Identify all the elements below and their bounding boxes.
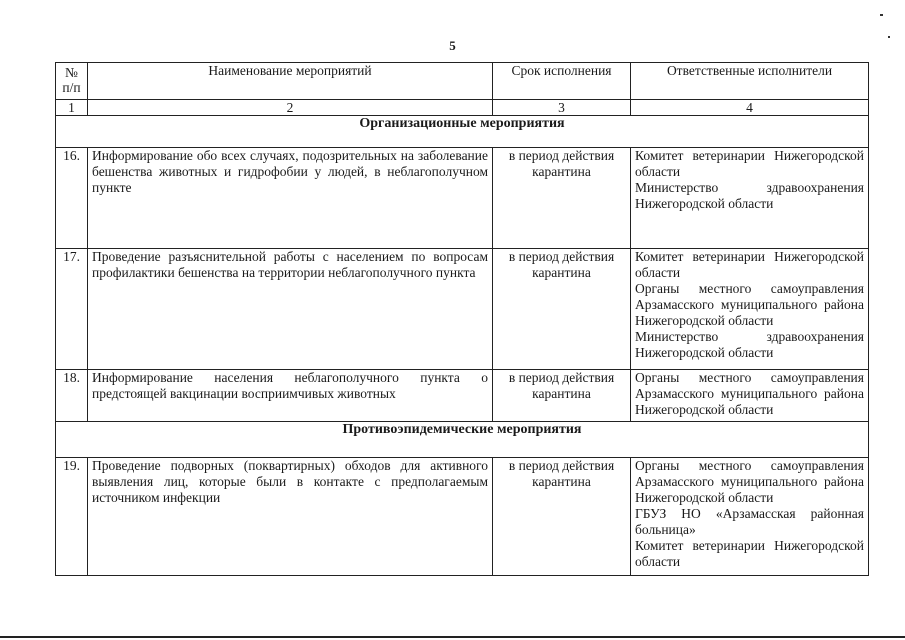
section-row-antiepidemic [56,422,869,458]
column-number-row [56,100,869,116]
responsible-entry: Органы местного самоуправления Арзамасского муниципального района Нижегородской области [635,281,864,328]
responsible-entry: Министерство здравоохранения Нижегородской области [635,329,864,360]
responsible-cell [631,249,869,370]
scan-speck [880,14,883,16]
responsible-entry: Комитет ветеринарии Нижегородской области [635,538,864,569]
scan-speck [888,36,890,38]
responsible-entry: ГБУЗ НО «Арзамасская районная больница» [635,506,864,537]
table-header-row [56,63,869,100]
header-name: Наименование мероприятий [88,63,493,100]
responsible-entry: Комитет ветеринарии Нижегородской области [635,148,864,179]
header-term: Срок исполнения [493,63,631,100]
table-row [56,249,869,370]
section-title: Организационные мероприятия [56,116,869,148]
measure-term: в период действия карантина [493,370,631,422]
measure-name: Информирование обо всех случаях, подозрительных на заболевание бешенства животных и гидрофобии у людей, в неблагополучном пункте [88,148,493,249]
header-no: № п/п [56,63,88,100]
table-row [56,458,869,576]
measure-name: Информирование населения неблагополучного пункта о предстоящей вакцинации восприимчивых животных [88,370,493,422]
row-number: 18. [56,370,88,422]
measure-name: Проведение разъяснительной работы с населением по вопросам профилактики бешенства на территории неблагополучного пункта [88,249,493,370]
page-number: 5 [449,38,456,53]
measures-table [55,62,869,576]
table-row [56,148,869,249]
column-number: 2 [88,100,493,116]
column-number: 4 [631,100,869,116]
table-row [56,370,869,422]
measure-term: в период действия карантина [493,458,631,576]
row-number: 17. [56,249,88,370]
row-number: 16. [56,148,88,249]
responsible-entry: Министерство здравоохранения Нижегородской области [635,180,864,211]
responsible-cell [631,148,869,249]
section-row-organizational [56,116,869,148]
column-number: 1 [56,100,88,116]
header-responsible: Ответственные исполнители [631,63,869,100]
measure-term: в период действия карантина [493,148,631,249]
responsible-entry: Комитет ветеринарии Нижегородской области [635,249,864,280]
row-number: 19. [56,458,88,576]
measure-name: Проведение подворных (поквартирных) обходов для активного выявления лиц, которые были в контакте с предполагаемым источником инфекции [88,458,493,576]
column-number: 3 [493,100,631,116]
section-title: Противоэпидемические мероприятия [56,422,869,458]
responsible-entry: Органы местного самоуправления Арзамасского муниципального района Нижегородской области [635,370,864,417]
responsible-cell [631,458,869,576]
responsible-entry: Органы местного самоуправления Арзамасского муниципального района Нижегородской области [635,458,864,505]
page-edge-line [0,636,905,638]
measure-term: в период действия карантина [493,249,631,370]
responsible-cell [631,370,869,422]
